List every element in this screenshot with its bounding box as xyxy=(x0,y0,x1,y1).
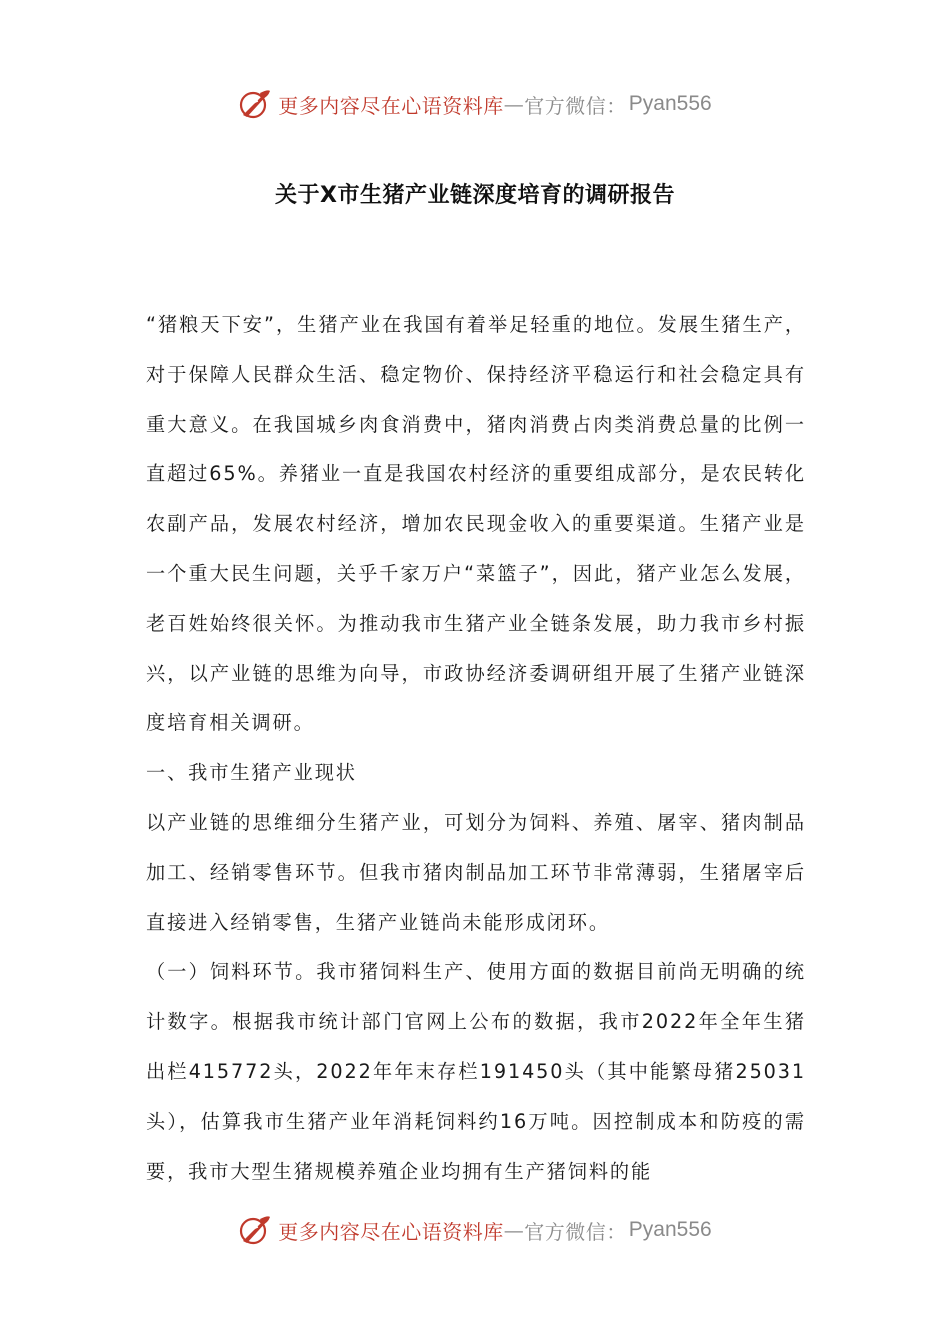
watermark-wechat-id: Pyan556 xyxy=(628,1218,712,1241)
quill-logo-icon xyxy=(238,1213,272,1247)
section-heading-1: 一、我市生猪产业现状 xyxy=(146,761,357,785)
watermark-brand-text: 更多内容尽在心语资料库 xyxy=(278,93,504,118)
quill-logo-icon xyxy=(238,87,272,121)
watermark-brand-text: 更多内容尽在心语资料库 xyxy=(278,1219,504,1244)
document-title: 关于X市生猪产业链深度培育的调研报告 xyxy=(275,183,675,208)
watermark-banner-bottom xyxy=(0,1212,950,1248)
paragraph-feed-stage: （一）饲料环节。我市猪饲料生产、使用方面的数据目前尚无明确的统计数字。根据我市统计部门官网上公布的数据，我市2022年全年生猪出栏415772头，2022年年末存栏191450头（其中能繁母猪25031头），估算我市生猪产业年消耗饲料约16万吨。因控制成本和防疫的需要，我市大型生猪规模养殖企业均拥有生产猪饲料的能 xyxy=(146,960,806,1183)
paragraph-intro: “猪粮天下安”，生猪产业在我国有着举足轻重的地位。发展生猪生产，对于保障人民群众生活、稳定物价、保持经济平稳运行和社会稳定具有重大意义。在我国城乡肉食消费中，猪肉消费占肉类消费总量的比例一直超过65%。养猪业一直是我国农村经济的重要组成部分，是农民转化农副产品，发展农村经济，增加农民现金收入的重要渠道。生猪产业是一个重大民生问题，关乎千家万户“菜篮子”，因此，猪产业怎么发展，老百姓始终很关怀。为推动我市生猪产业全链条发展，助力我市乡村振兴，以产业链的思维为向导，市政协经济委调研组开展了生猪产业链深度培育相关调研。 xyxy=(146,313,806,735)
watermark-dash: — xyxy=(503,1218,525,1242)
paragraph-industry-chain: 以产业链的思维细分生猪产业，可划分为饲料、养殖、屠宰、猪肉制品加工、经销零售环节。但我市猪肉制品加工环节非常薄弱，生猪屠宰后直接进入经销零售，生猪产业链尚未能形成闭环。 xyxy=(146,810,806,934)
watermark-wechat-label: 官方微信： xyxy=(524,93,627,118)
document-body xyxy=(146,300,806,1196)
watermark-banner-top xyxy=(0,86,950,122)
watermark-wechat-id: Pyan556 xyxy=(628,92,712,115)
watermark-wechat-label: 官方微信： xyxy=(524,1219,627,1244)
watermark-dash: — xyxy=(503,92,525,116)
